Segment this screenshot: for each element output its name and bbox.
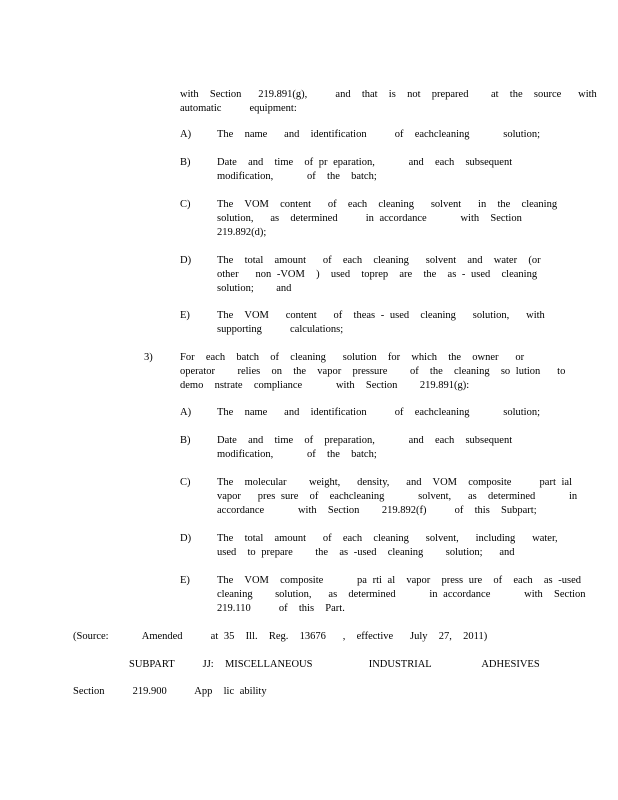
list-a-label-d: D) bbox=[180, 255, 192, 266]
subpart-heading: SUBPART JJ: MISCELLANEOUS INDUSTRIAL ADHESIVES bbox=[129, 659, 540, 670]
intro-line-2: automatic equipment: bbox=[180, 103, 297, 114]
list-a-label-e: E) bbox=[180, 310, 190, 321]
list-a-label-b: B) bbox=[180, 157, 191, 168]
item-3-label: 3) bbox=[144, 352, 153, 363]
list-b-item-e: The VOM composite pa rti al vapor press ure of each as -used cleaning solution, as determined in accordance with Section 219.110 of this Part. bbox=[217, 575, 586, 614]
list-b-label-b: B) bbox=[180, 435, 191, 446]
list-b-label-e: E) bbox=[180, 575, 190, 586]
section-heading: Section 219.900 App lic ability bbox=[73, 686, 267, 697]
source-note: (Source: Amended at 35 Ill. Reg. 13676 , effective July 27, 2011) bbox=[73, 631, 488, 642]
list-a-label-a: A) bbox=[180, 129, 192, 140]
intro-paragraph bbox=[180, 88, 597, 116]
list-b-item-c: The molecular weight, density, and VOM composite part ial vapor pres sure of eachcleaning solvent, as determined in accordance with Section 219.892(f) of this Subpart; bbox=[217, 477, 578, 516]
list-a-item-a: The name and identification of eachcleaning solution; bbox=[217, 129, 541, 140]
list-a-item-d: The total amount of each cleaning solvent and water (or other non -VOM ) used toprep are the as - used cleaning solution; and bbox=[217, 255, 541, 294]
intro-line-1: with Section 219.891(g), and that is not prepared at the source with bbox=[180, 89, 597, 100]
list-b-item-b: Date and time of preparation, and each subsequent modification, of the batch; bbox=[217, 435, 513, 460]
list-b-label-a: A) bbox=[180, 407, 192, 418]
list-a-label-c: C) bbox=[180, 199, 191, 210]
list-b-label-c: C) bbox=[180, 477, 191, 488]
list-b-label-d: D) bbox=[180, 533, 192, 544]
list-a-item-b: Date and time of pr eparation, and each subsequent modification, of the batch; bbox=[217, 157, 513, 182]
list-b-item-d: The total amount of each cleaning solvent, including water, used to prepare the as -used cleaning solution; and bbox=[217, 533, 558, 558]
list-b-item-a: The name and identification of eachcleaning solution; bbox=[217, 407, 541, 418]
list-a-item-c: The VOM content of each cleaning solvent in the cleaning solution, as determined in accordance with Section 219.892(d); bbox=[217, 199, 558, 238]
item-3-paragraph: For each batch of cleaning solution for which the owner or operator relies on the vapor pressure of the cleaning so lution to demo nstrate compliance with Section 219.891(g): bbox=[180, 352, 566, 391]
list-a-item-e: The VOM content of theas - used cleaning solution, with supporting calculations; bbox=[217, 310, 545, 335]
